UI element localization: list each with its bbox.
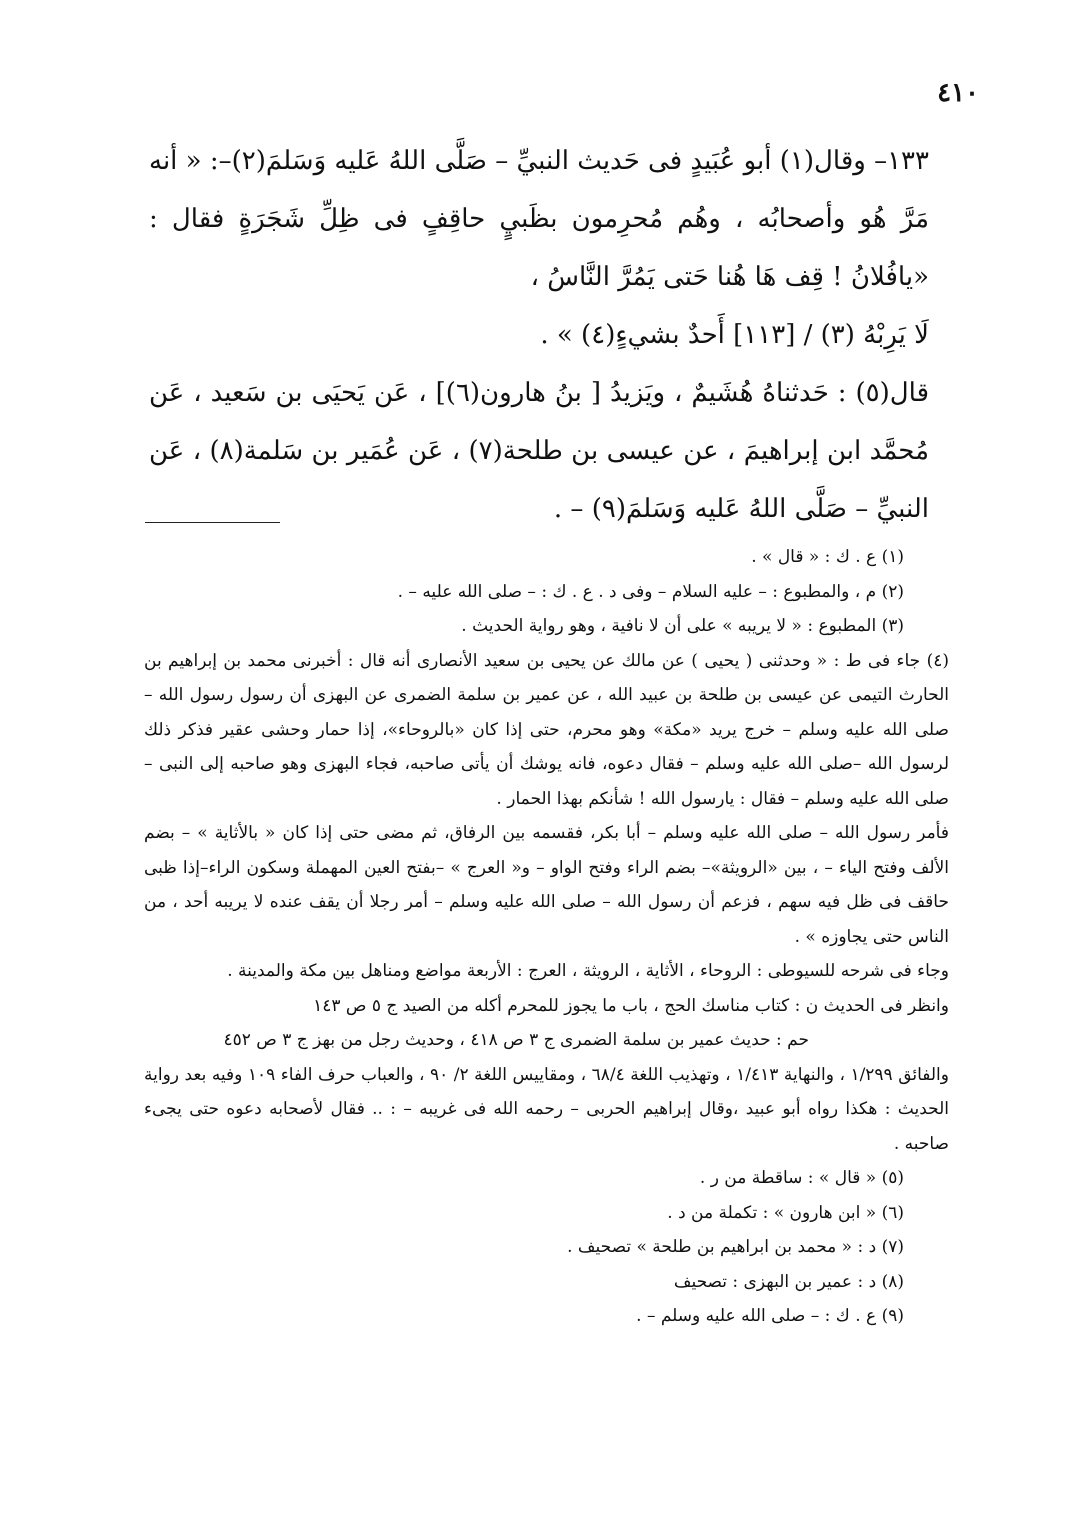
footnote-2: (٢) م ، والمطبوع : – عليه السلام – وفى د . ع . ك : – صلى الله عليه – . [397, 581, 904, 602]
main-text [149, 132, 929, 538]
footnote-8: (٨) د : عمير بن البهزى : تصحيف [673, 1271, 904, 1292]
footnote-9: (٩) ع . ك : – صلى الله عليه وسلم – . [636, 1306, 904, 1326]
footnotes [144, 540, 949, 1334]
footnote-divider [145, 522, 280, 523]
footnote-1: (١) ع . ك : « قال » . [751, 547, 904, 567]
footnote-4-nasai-ref: وانظر فى الحديث ن : كتاب مناسك الحج ، باب ما يجوز للمحرم أكله من الصيد ج ٥ ص ١٤٣ [313, 995, 949, 1016]
footnote-4-suyuti: وجاء فى شرحه للسيوطى : الروحاء ، الأثاية ، الرويثة ، العرج : الأربعة مواضع ومناهل بين مكة والمدينة . [227, 961, 949, 981]
footnote-4-continued: فأمر رسول الله – صلى الله عليه وسلم – أبا بكر، فقسمه بين الرفاق، ثم مضى حتى إذا كان « بالأثاية » – بضم الألف وفتح الياء – ، بين «الرويثة»– بضم الراء وفتح الواو – و« العرج » –بفتح العين المهملة وسكون الراء–إذا ظبى حاقف فى ظل فيه سهم ، فزعم أن رسول الله – صلى الله عليه وسلم – أمر رجلا أن يقف عنده لا يريبه أحد ، من الناس حتى يجاوزه » . [144, 823, 949, 947]
page-number: ٤١٠ [937, 78, 979, 108]
footnote-4-ahmad-ref: حم : حديث عمير بن سلمة الضمرى ج ٣ ص ٤١٨ ، وحديث رجل من بهز ج ٣ ص ٤٥٢ [223, 1030, 809, 1050]
footnote-3: (٣) المطبوع : « لا يريبه » على أن لا نافية ، وهو رواية الحديث . [461, 616, 904, 636]
main-paragraph-hadith: ١٣٣– وقال(١) أبو عُبَيدٍ فى حَديث النبيِّ – صَلَّى اللهُ عَليه وَسَلمَ(٢)–: « أنه مَرَّ هُو وأصحابُه ، وهُم مُحرِمون بظَبيٍ حاقِفٍ فى ظِلِّ شَجَرَةٍ فقال : «يافُلانُ ! قِف هَا هُنا حَتى يَمُرَّ النَّاسُ ، [149, 146, 929, 292]
footnote-4-lexicon-refs: والفائق ١/٢٩٩ ، والنهاية ١/٤١٣ ، وتهذيب اللغة ٦٨/٤ ، ومقاييس اللغة ٢/ ٩٠ ، والعباب حرف الفاء ١٠٩ وفيه بعد رواية الحديث : هكذا رواه أبو عبيد ،وقال إبراهيم الحربى – رحمه الله فى غريبه – : .. فقال لأصحابه دعوه حتى يجىء صاحبه . [144, 1064, 949, 1154]
footnote-6: (٦) « ابن هارون » : تكملة من د . [667, 1202, 904, 1223]
footnote-7: (٧) د : « محمد بن ابراهيم بن طلحة » تصحيف . [567, 1237, 904, 1257]
main-paragraph-isnad: قال(٥) : حَدثناهُ هُشَيمٌ ، ويَزيدُ [ بنُ هارون(٦)] ، عَن يَحيَى بن سَعيد ، عَن مُحمَّد ابن إبراهيمَ ، عن عيسى بن طلحة(٧) ، عَن عُمَير بن سَلمة(٨) ، عَن النبيِّ – صَلَّى اللهُ عَليه وَسَلمَ(٩) – . [149, 378, 929, 524]
footnote-4: (٤) جاء فى ط : « وحدثنى ( يحيى ) عن مالك عن يحيى بن سعيد الأنصارى أنه قال : أخبرنى محمد بن إبراهيم بن الحارث التيمى عن عيسى بن طلحة بن عبيد الله ، عن عمير بن سلمة الضمرى عن البهزى أن رسول رسول الله – صلى الله عليه وسلم – خرج يريد «مكة» وهو محرم، حتى إذا كان «بالروحاء»، إذا حمار وحشى عقير فذكر ذلك لرسول الله –صلى الله عليه وسلم – فقال دعوه، فانه يوشك أن يأتى صاحبه، فجاء البهزى وهو صاحبه إلى النبى – صلى الله عليه وسلم – فقال : يارسول الله ! شأنكم بهذا الحمار . [144, 650, 949, 809]
footnote-5: (٥) « قال » : ساقطة من ر . [699, 1168, 904, 1188]
main-paragraph-continuation: لَا يَرِبْهُ (٣) / [١١٣] أَحدٌ بشيءٍ(٤) » . [540, 320, 929, 350]
